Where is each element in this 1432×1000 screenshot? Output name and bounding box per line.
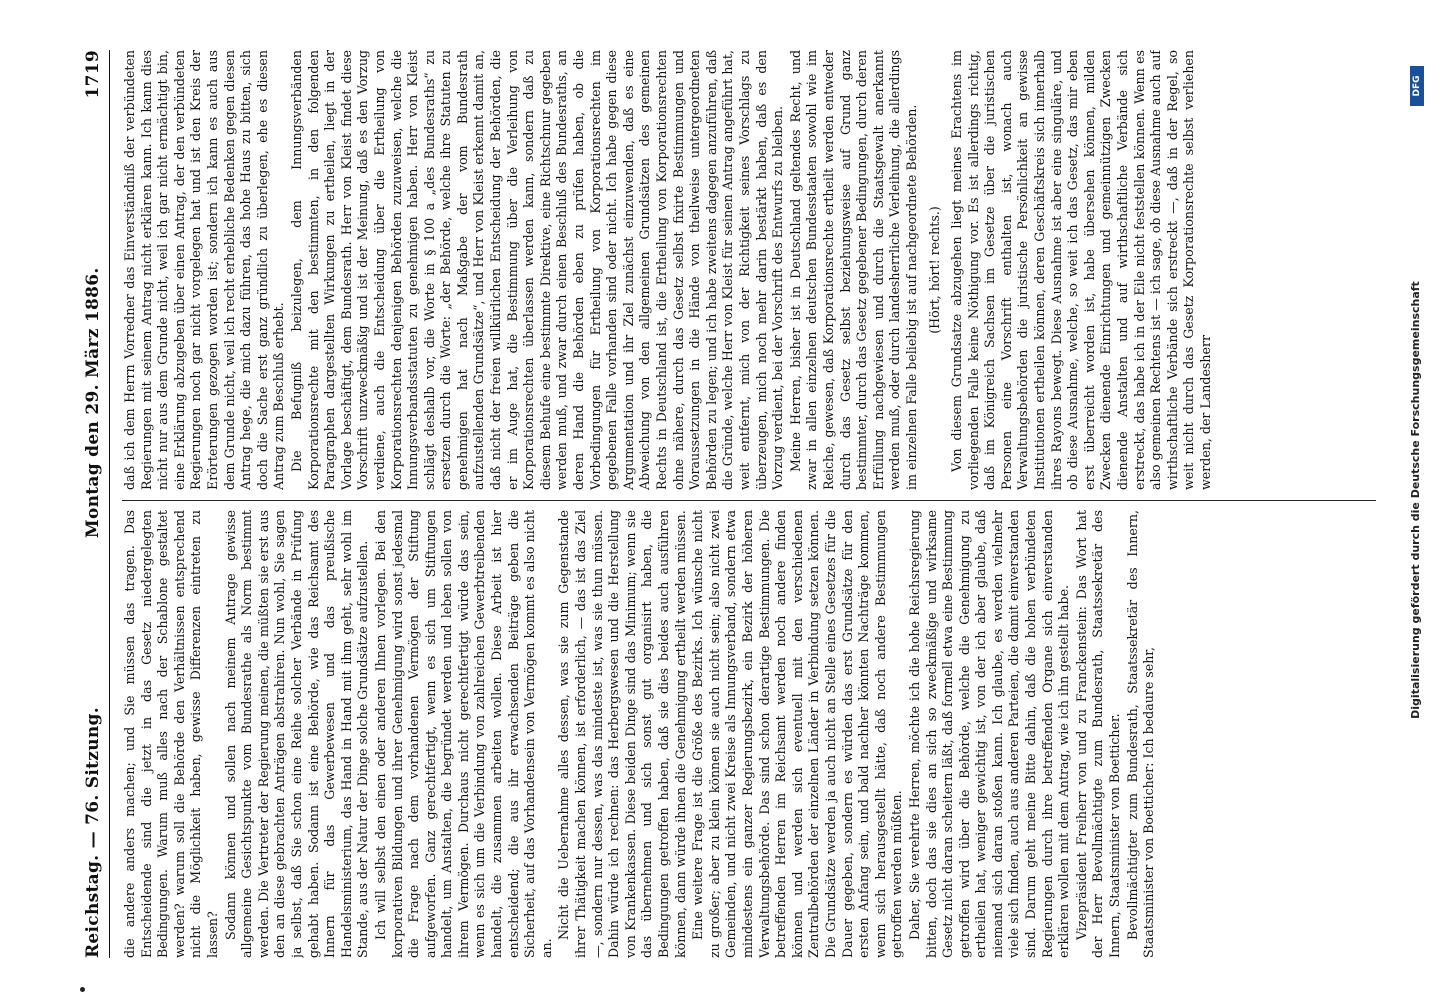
paragraph: daß ich dem Herrn Vorredner das Einverständniß der verbündeten Regierungen mit seinem Antrag nicht erklären kann. Ich kann dies nicht nur aus dem Grunde nicht, weil ich gar nicht ermächtigt bin, eine Erklärung abzugeben über einen Antrag, der den verbündeten Regierungen noch gar nicht vorgelegen hat und ist den Kreis der Erörterungen gezogen worden ist; sondern ich kann es auch aus dem Grunde nicht, weil ich recht erhebliche Bedenken gegen diesen Antrag hege, die mich dazu führen, das hohe Haus zu bitten, sich doch die Sache erst ganz gründlich zu überlegen, ehe es diesen Antrag zum Beschluß erhebt. [122, 50, 287, 490]
document-page [26, 20, 1406, 980]
page-number: 1719 [83, 50, 103, 99]
paragraph: Von diesem Grundsatze abzugehen liegt meines Erachtens im vorliegenden Falle keine Nöthigung vor. Es ist allerdings richtig, daß im Königreich Sachsen im Gesetze über die juristischen Personen eine Vorschrift enthalten ist, wonach auch Verwaltungsbehörden die juristische Persönlichkeit an gewisse Institutionen ertheilen können, deren Geschäftskreis sich innerhalb ihres Rayons bewegt. Diese Ausnahme ist aber eine singuläre, und ob diese Ausnahme, welche, so weit ich das Gesetz, das mir eben erst überreicht worden ist, habe übersehen können, milden Zwecken dienende Einrichtungen und gemeinnützigen Zwecken dienende Anstalten und auf wirthschaftliche Verbände sich erstreckt, das habe ich in der Eile nicht feststellen können. Wenn es also gemeinen Rechtens ist — ich sage, ob diese Ausnahme auch auf wirthschaftliche Verbände sich erstreckt —, daß in der Regel, so weit nicht durch das Gesetz Korporationsrechte selbst verliehen werden, der Landesherr [949, 50, 1213, 490]
dfg-credit-strip [1404, 60, 1430, 940]
paragraph: Daher, Sie verehrte Herren, möchte ich die hohe Reichsregierung bitten, doch das sie dies an sich so zweckmäßige und wirksame Gesetz nicht daran scheitern läßt, daß formell etwa eine Bestimmung getroffen wird über die Behörde, welche die Genehmigung zu ertheilen hat, weniger gewichtig ist, von der ich aber glaube, daß niemand sich daran stoßen kann. Ich glaube, es werden vielmehr viele sich finden, auch aus anderen Parteien, die damit einverstanden sind. Darum geht meine Bitte dahin, daß die hohen verbündeten Regierungen durch ihre betreffenden Organe sich einverstanden erklären wollen mit dem Antrag, wie ich ihn gestellt habe. [906, 510, 1072, 958]
header-date: Montag den 29. März 1886. [83, 267, 103, 539]
speaker-paragraph: Bevollmächtigter zum Bundesrath, Staatssekretär des Innern, Staatsminister von Boetticher: Ich bedaure sehr, [1124, 510, 1157, 958]
page-header [76, 50, 110, 958]
dfg-logo: DFG [1410, 66, 1424, 106]
paragraph: die andere anders machen; und Sie müssen das tragen. Das Entscheidende sind die jetzt in das Gesetz niedergelegten Bedingungen. Warum muß alles nach der Schablone gestaltet werden? warum soll die Behörde den Verhältnissen entsprechend nicht die Möglichkeit haben, gewisse Differenzen eintreten zu lassen? [122, 510, 220, 958]
dfg-credit-text: Digitalisierung gefördert durch die Deutsche Forschungsgemeinschaft [1409, 281, 1422, 719]
paragraph: Meine Herren, bisher ist in Deutschland geltendes Recht, und zwar in allen einzelnen deutschen Bundesstaaten sowohl wie im Reiche, gewesen, daß Korporationsrechte ertheilt werden entweder durch das Gesetz selbst beziehungsweise auf Grund ganz bestimmter, durch das Gesetz gegebener Bedingungen, durch deren Erfüllung nachgewiesen und durch die Staatsgewalt anerkannt werden muß, oder durch landesherrliche Verleihung, die allerdings im einzelnen Falle beliebig ist auf nachgeordnete Behörden. [787, 50, 919, 490]
paragraph: Die Befugniß beizulegen, dem Innungsverbänden Korporationsrechte mit den bestimmten, in den folgenden Paragraphen dargestellten Wirkungen zu ertheilen, liegt in der Vorlage beschäftigt, dem Bundesrath. Herr von Kleist findet diese Vorschrift unzweckmäßig und ist der Meinung, daß es den Vorzug verdiene, auch die Entscheidung über die Ertheilung von Korporationsrechten denjenigen Behörden zuzuweisen, welche die Innungsverbandsstatuten zu genehmigen haben. Herr von Kleist schlägt deshalb vor, die Worte in § 100 a „des Bundesraths“ zu ersetzen durch die Worte: „der Behörde, welche ihre Statuten zu genehmigen hat nach Maßgabe der vom Bundesrath aufzustellenden Grundsätze“, und Herr von Kleist erkennt damit an, daß nicht der freien willkürlichen Entscheidung der Behörden, die er im Auge hat, die Bestimmung über die Verleihung von Korporationsrechten überlassen werden kann, sondern daß zu diesem Behufe eine bestimmte Direktive, eine Richtschnur gegeben werden muß, und zwar durch einen Beschluß des Bundesraths, an deren Hand die Behörden eben zu prüfen haben, ob die Vorbedingungen für Ertheilung von Korporationsrechten im gegebenen Falle vorhanden sind oder nicht. Ich habe gegen diese Argumentation und ihr Ziel zunächst einzuwenden, daß es eine Abweichung von den allgemeinen Grundsätzen des gemeinen Rechts in Deutschland ist, die Ertheilung von Korporationsrechten ohne nähere, durch das Gesetz selbst fixirte Bestimmungen und Voraussetzungen in die Hände von theilweise untergeordneten Behörden zu legen; und ich habe zweitens dagegen anzuführen, daß die Gründe, welche Herr von Kleist für seinen Antrag angeführt hat, weit entfernt, mich von der Richtigkeit seines Vorschlags zu überzeugen, mich noch mehr darin bestärkt haben, daß es den Vorzug verdient, bei der Vorschrift des Entwurfs zu bleiben. [288, 50, 786, 490]
right-column [122, 50, 1376, 490]
interjection: (Hört, hört! rechts.) [926, 206, 942, 334]
paragraph: Sodann können und sollen nach meinem Antrage gewisse allgemeine Gesichtspunkte vom Bundesrathe als Norm bestimmt werden. Die Vertreter der Regierung meinen, die müßten sie erst aus den an diese gebrachten Anträgen abstrahiren. Nun wohl, Sie sagen ja selbst, daß Sie schon eine Reihe solcher Verbände in Prüfung gehabt haben. Sodann ist eine Behörde, wie das Reichsamt des Innern für das Gewerbewesen und das preußische Handelsministerium, das Hand in Hand mit ihm geht, sehr wohl im Stande, aus der Natur der Dinge solche Grundsätze aufzustellen. [222, 510, 371, 958]
header-left: Reichstag. — 76. Sitzung. [83, 707, 103, 958]
speaker-paragraph: Vizepräsident Freiherr von und zu Franckenstein: Das Wort hat der Herr Bevollmächtigte zum Bundesrath, Staatssekretär des Innern, Staatsminister von Boetticher. [1073, 510, 1123, 958]
paragraph: Ich will selbst den einen oder anderen Ihnen vorlegen. Bei den korporativen Bildungen und ihrer Genehmigung wird sonst jedesmal die Frage nach dem vorhandenen Vermögen der Stiftung aufgeworfen. Ganz gerechtfertigt, wenn es sich um Stiftungen handelt, um Anstalten, die begründet werden und leben sollen von ihrem Vermögen. Durchaus nicht gerechtfertigt würde das sein, wenn es sich um die Verbindung von zahlreichen Gewerbtreibenden handelt, die zusammen arbeiten wollen. Diese Arbeit ist hier entscheidend; die aus ihr erwachsenden Beiträge geben die Sicherheit, auf das Vorhandensein von Vermögen kommt es also nicht an. [372, 510, 554, 958]
paragraph: Eine weitere Frage ist die Größe des Bezirks. Ich wünsche nicht zu großer; aber zu klein können sie auch nicht sein; also nicht zwei Gemeinden, und nicht zwei Kreise als Innungsverband, sondern etwa mindestens ein ganzer Regierungsbezirk, ein Bezirk der höheren Verwaltungsbehörde. Das sind schon derartige Bestimmungen. Die betreffenden Herren im Reichsamt werden noch andere finden können und werden sich eventuell mit den verschiedenen Zentralbehörden der einzelnen Länder in Verbindung setzen können. Die Grundsätze werden ja auch nicht an Stelle eines Gesetzes für die Dauer gegeben, sondern es würden das erst Grundsätze für den ersten Anfang sein, und bald nachher könnten Nachträge kommen, wenn sich herausgestellt hätte, daß noch andere Bestimmungen getroffen werden müßten. [690, 510, 905, 958]
left-column [122, 510, 1376, 958]
scan-speck [80, 987, 85, 992]
paragraph: Nicht die Uebernahme alles dessen, was sie zum Gegenstande ihrer Thätigkeit machen können, ist erforderlich, — das ist das Ziel —, sondern nur dessen, was das mindeste ist, was sie thun müssen. Dahin würde ich rechnen: das Herbergswesen und die Herstellung von Krankenkassen. Diese beiden Dinge sind das Minimum; wenn sie das übernehmen und sich sonst gut organisirt haben, die Bedingungen getroffen haben, daß sie dies beides auch ausführen können, dann würde ihnen die Genehmigung ertheilt werden müssen. [556, 510, 688, 958]
column-divider [122, 500, 1376, 501]
